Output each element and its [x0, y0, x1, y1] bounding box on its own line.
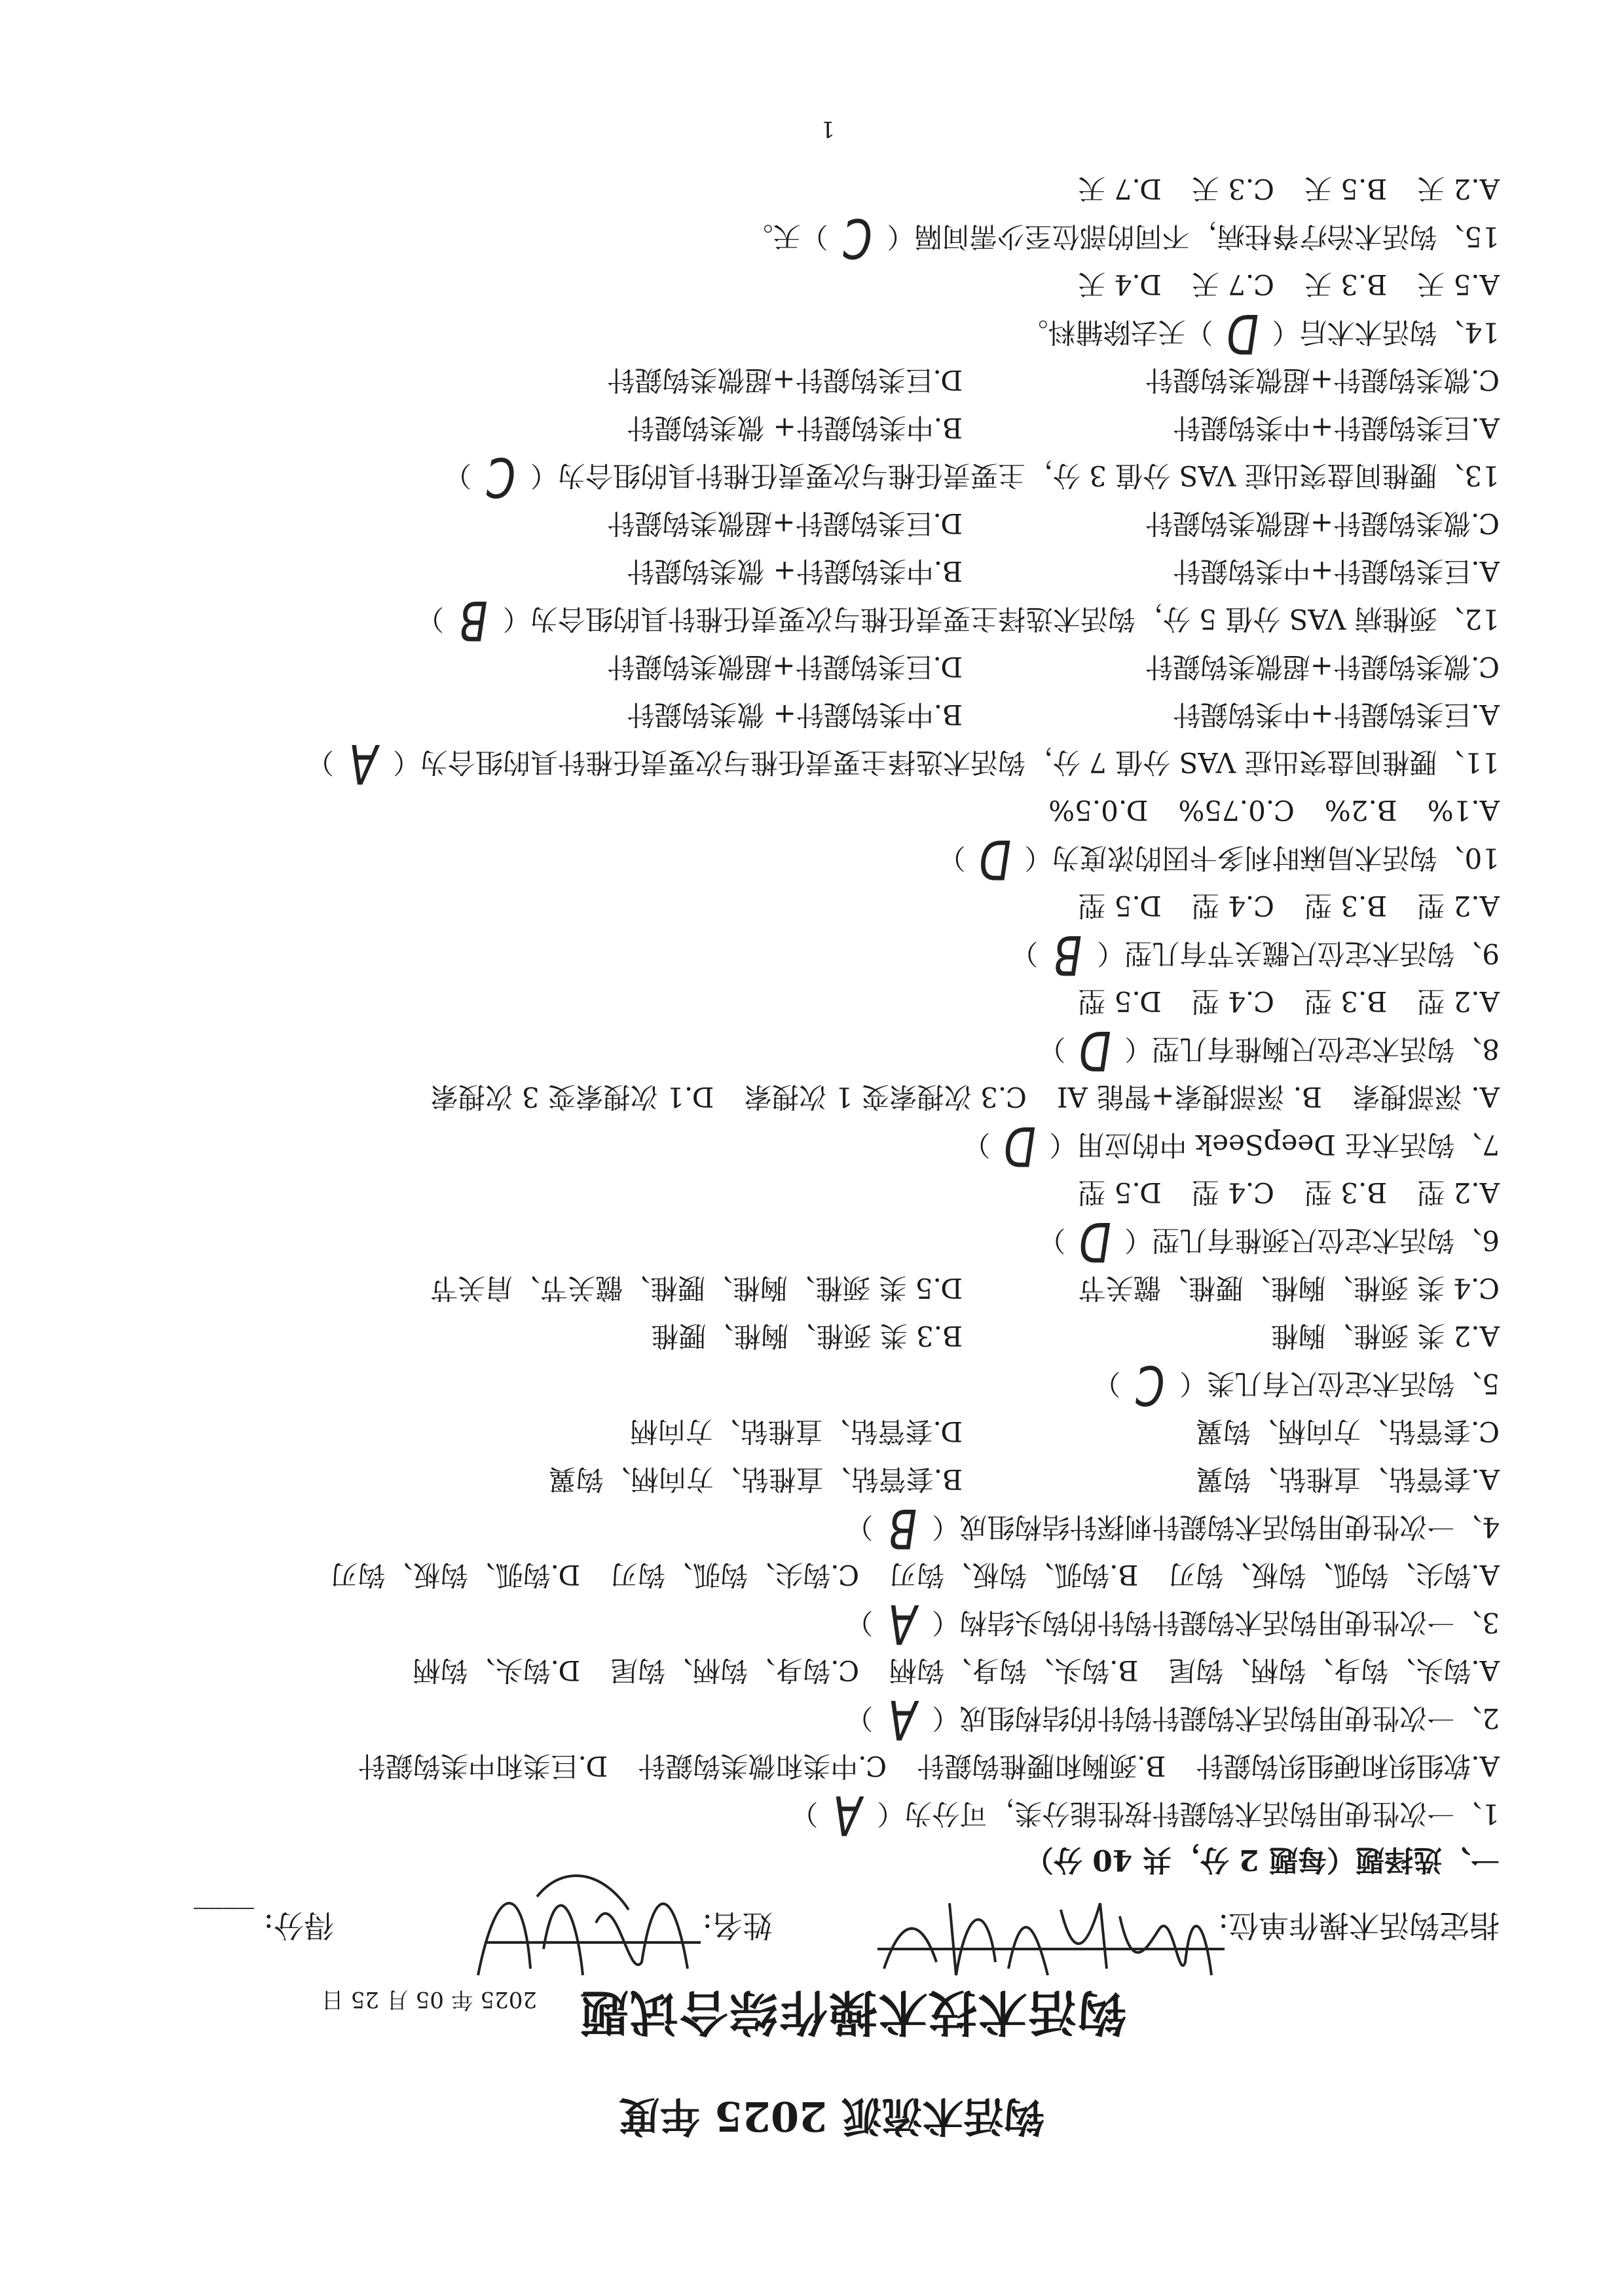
answer-option: D.巨类钩鍉针+超微类钩鍉针 — [607, 364, 963, 396]
option-row — [124, 1742, 1500, 1790]
answer-option: D.巨类钩鍉针+超微类钩鍉针 — [607, 507, 963, 539]
question-text-tail: ） — [1038, 1033, 1066, 1065]
question-text-tail: ）天去除辅料。 — [1020, 316, 1213, 348]
question-stem — [124, 1783, 1500, 1846]
question-text: 9、钩活术定位尺髋关节有几型（ — [1097, 938, 1500, 970]
answer-option: B.2% — [1324, 794, 1397, 826]
question-text-tail: ） — [1010, 938, 1039, 970]
option-row — [124, 786, 1500, 834]
unit-label: 指定钩活术操作单位: — [1218, 1908, 1500, 1943]
option-row — [124, 882, 1500, 930]
question-text-tail: ） — [790, 1798, 819, 1830]
answer-option: B.钩头、钩身、钩柄 — [889, 1654, 1139, 1686]
answer-option: B.中类钩鍉针+ 微类钩鍉针 — [627, 412, 963, 444]
handwritten-answer: A — [888, 1592, 917, 1655]
handwritten-answer: C — [843, 206, 872, 269]
handwritten-answer: D — [1079, 1018, 1111, 1082]
answer-option: B.3 型 — [1304, 890, 1388, 922]
question-list — [124, 165, 1500, 1846]
question-stem — [124, 1687, 1500, 1751]
handwritten-unit-signature — [864, 1890, 1231, 1988]
answer-option: D.7 天 — [1078, 173, 1162, 205]
answer-option: A.1% — [1427, 794, 1500, 826]
answer-option: D.5 类 颈椎、胸椎、腰椎、髋关节、肩关节 — [430, 1272, 963, 1304]
handwritten-answer: A — [888, 1687, 917, 1751]
question-stem — [124, 1496, 1500, 1559]
answer-option: B.3 类 颈椎、胸椎、腰椎 — [651, 1320, 963, 1352]
answer-option: A.2 天 — [1417, 173, 1500, 205]
answer-option: B.中类钩鍉针+ 微类钩鍉针 — [627, 699, 963, 731]
answer-option: D.4 天 — [1078, 268, 1162, 301]
answer-option: C.中类和微类钩鍉针 — [638, 1750, 887, 1782]
question-text-tail: ） — [845, 1607, 874, 1639]
question-text: 10、钩活术局麻时利多卡因的浓度为（ — [1024, 842, 1500, 874]
answer-option: B.3 型 — [1304, 985, 1388, 1017]
option-row — [124, 691, 1500, 738]
option-row — [124, 165, 1500, 213]
question-text-tail: ）天。 — [745, 221, 828, 253]
exam-date: 2025 年 05 月 25 日 — [321, 1986, 537, 2013]
answer-option: A.2 型 — [1417, 985, 1500, 1017]
answer-option: D.巨类和中类钩鍉针 — [358, 1750, 608, 1782]
answer-option: C.微类钩鍉针+超微类钩鍉针 — [1145, 507, 1500, 539]
question-stem — [124, 206, 1500, 269]
question-stem — [124, 827, 1500, 890]
answer-option: C.3 天 — [1191, 173, 1274, 205]
question-text-tail: ） — [845, 1511, 874, 1543]
answer-option: C.4 型 — [1191, 1176, 1274, 1209]
answer-option: D.巨类钩鍉针+超微类钩鍉针 — [607, 651, 963, 683]
score-label: 得分: ____ — [193, 1908, 334, 1943]
question-text: 12、颈椎病 VAS 分值 5 分，钩活术选择主要责任椎与次要责任椎针具的组合为（ — [502, 603, 1500, 635]
option-row — [124, 500, 1500, 547]
page-number: 1 — [821, 116, 835, 142]
option-row — [124, 1169, 1500, 1216]
handwritten-answer: D — [1003, 1114, 1036, 1177]
option-row — [124, 1647, 1500, 1694]
answer-option: A.2 型 — [1417, 890, 1500, 922]
answer-option: A.2 类 颈椎、胸椎 — [1270, 1320, 1500, 1352]
handwritten-answer: A — [833, 1783, 862, 1846]
answer-option: A.巨类钩鍉针+中类钩鍉针 — [1173, 412, 1500, 444]
answer-option: A. 深部搜索 — [1352, 1081, 1500, 1113]
handwritten-answer: D — [1226, 301, 1259, 365]
question-stem — [124, 1018, 1500, 1082]
question-text-tail: ） — [443, 460, 471, 492]
answer-option: A.钩尖、钩弧、钩板、钩刃 — [1168, 1559, 1500, 1591]
handwritten-name-signature — [458, 1857, 707, 1988]
question-text: 11、腰椎间盘突出症 VAS 分值 7 分，钩活术选择主要责任椎与次要责任椎针具的组合为（ — [392, 746, 1500, 778]
answer-option: A.巨类钩鍉针+中类钩鍉针 — [1173, 699, 1500, 731]
question-text: 14、钩活术术后（ — [1272, 316, 1500, 348]
answer-option: A.2 型 — [1417, 1176, 1500, 1209]
option-row — [124, 1264, 1500, 1312]
question-text: 1、一次性使用钩活术钩鍉针按性能分类，可分为（ — [877, 1798, 1500, 1830]
option-row — [124, 1551, 1500, 1599]
answer-option: C.4 型 — [1191, 985, 1274, 1017]
document-title-line1: 钩活术流派 2025 年度 — [619, 2092, 1044, 2140]
answer-option: D.5 型 — [1078, 1176, 1162, 1209]
answer-option: B.颈胸和腰椎钩鍉针 — [917, 1750, 1166, 1782]
answer-option: B.套管钻、直椎钻、方向柄、钩翼 — [548, 1463, 963, 1495]
answer-option: C.3 次搜索变 1 次搜索 — [744, 1081, 1027, 1113]
answer-option: C.钩尖、钩弧、钩刃 — [610, 1559, 860, 1591]
handwritten-answer: D — [1079, 1209, 1111, 1273]
question-text: 2、一次性使用钩活术钩鍉针钩针的结构组成（ — [932, 1702, 1500, 1734]
question-text-tail: ） — [416, 603, 444, 635]
handwritten-answer: B — [1053, 922, 1082, 986]
option-row — [124, 356, 1500, 404]
option-row — [124, 1455, 1500, 1503]
name-label: 姓名: — [702, 1908, 773, 1943]
question-text: 7、钩活术在 DeepSeek 中的应用（ — [1049, 1129, 1500, 1161]
answer-option: A.巨类钩鍉针+中类钩鍉针 — [1173, 555, 1500, 587]
answer-option: B.3 型 — [1304, 1176, 1388, 1209]
answer-option: B.5 天 — [1304, 173, 1388, 205]
question-text-tail: ） — [845, 1702, 874, 1734]
answer-option: B.中类钩鍉针+ 微类钩鍉针 — [627, 555, 963, 587]
question-stem — [124, 1114, 1500, 1177]
question-stem — [124, 1592, 1500, 1655]
handwritten-answer: C — [486, 445, 516, 508]
question-text: 3、一次性使用钩活术钩鍉针钩针的钩头结构（ — [932, 1607, 1500, 1639]
question-text-tail: ） — [306, 746, 334, 778]
answer-option: C.微类钩鍉针+超微类钩鍉针 — [1145, 651, 1500, 683]
answer-option: A.钩头、钩身、钩柄、钩尾 — [1168, 1654, 1500, 1686]
question-text-tail: ） — [963, 1129, 991, 1161]
answer-option: C.套管钻、方向柄、钩翼 — [1196, 1415, 1500, 1448]
question-text-tail: ） — [938, 842, 966, 874]
option-row — [124, 1312, 1500, 1360]
answer-option: D.5 型 — [1078, 985, 1162, 1017]
handwritten-answer: C — [1135, 1353, 1165, 1416]
question-text: 4、一次性使用钩活术钩鍉针刺探针结构组成（ — [932, 1511, 1500, 1543]
document-title: 钩活术技术操作综合试题 — [579, 1984, 1126, 2040]
question-stem — [124, 922, 1500, 986]
question-text: 6、钩活术定位尺颈椎有几型（ — [1124, 1224, 1500, 1256]
handwritten-answer: B — [458, 588, 488, 651]
answer-option: D.钩弧、钩板、钩刃 — [330, 1559, 581, 1591]
option-row — [124, 1073, 1500, 1121]
question-stem — [124, 588, 1500, 651]
answer-option: C.7 天 — [1191, 268, 1274, 301]
answer-option: D.1 次搜索变 3 次搜索 — [430, 1081, 714, 1113]
answer-option: A.软组织和硬组织钩鍉针 — [1196, 1750, 1500, 1782]
question-text: 15、钩活术治疗脊柱病，不同的部位至少需间隔（ — [887, 221, 1500, 253]
answer-option: D.钩头、钩柄 — [413, 1654, 581, 1686]
question-stem — [124, 445, 1500, 508]
answer-option: B. 深部搜索+智能 AI — [1056, 1081, 1322, 1113]
answer-option: C.0.75% — [1178, 794, 1295, 826]
answer-option: D.套管钻、直椎钻、方向柄 — [630, 1415, 963, 1448]
option-row — [124, 643, 1500, 691]
answer-option: C.4 类 颈椎、胸椎、腰椎、髋关节 — [1078, 1272, 1500, 1304]
section-heading: 一、选择题（每题 2 分，共 40 分） — [1024, 1843, 1500, 1876]
answer-option: D.0.5% — [1048, 794, 1149, 826]
option-row — [124, 1408, 1500, 1455]
option-row — [124, 261, 1500, 308]
option-row — [124, 404, 1500, 452]
handwritten-answer: B — [888, 1496, 917, 1559]
question-text-tail: ） — [1038, 1224, 1066, 1256]
answer-option: C.微类钩鍉针+超微类钩鍉针 — [1145, 364, 1500, 396]
question-text: 13、腰椎间盘突出症 VAS 分值 3 分，主要责任椎与次要责任椎针具的组合为（ — [530, 460, 1500, 492]
question-text: 8、钩活术定位尺胸椎有几型（ — [1124, 1033, 1500, 1065]
answer-option: C.4 型 — [1191, 890, 1274, 922]
question-stem — [124, 1209, 1500, 1273]
question-stem — [124, 301, 1500, 365]
answer-option: C.钩身、钩柄、钩尾 — [610, 1654, 860, 1686]
option-row — [124, 977, 1500, 1025]
answer-option: D.5 型 — [1078, 890, 1162, 922]
answer-option: A.5 天 — [1417, 268, 1500, 301]
question-stem — [124, 1353, 1500, 1416]
question-text: 5、钩活术定位尺有几类（ — [1179, 1368, 1500, 1400]
question-stem — [124, 731, 1500, 795]
handwritten-answer: A — [348, 731, 378, 795]
handwritten-answer: D — [978, 827, 1012, 890]
answer-option: B.钩弧、钩板、钩刃 — [889, 1559, 1139, 1591]
question-text-tail: ） — [1093, 1368, 1121, 1400]
option-row — [124, 547, 1500, 595]
answer-option: B.3 天 — [1304, 268, 1388, 301]
answer-option: A.套管钻、直椎钻、钩翼 — [1196, 1463, 1500, 1495]
